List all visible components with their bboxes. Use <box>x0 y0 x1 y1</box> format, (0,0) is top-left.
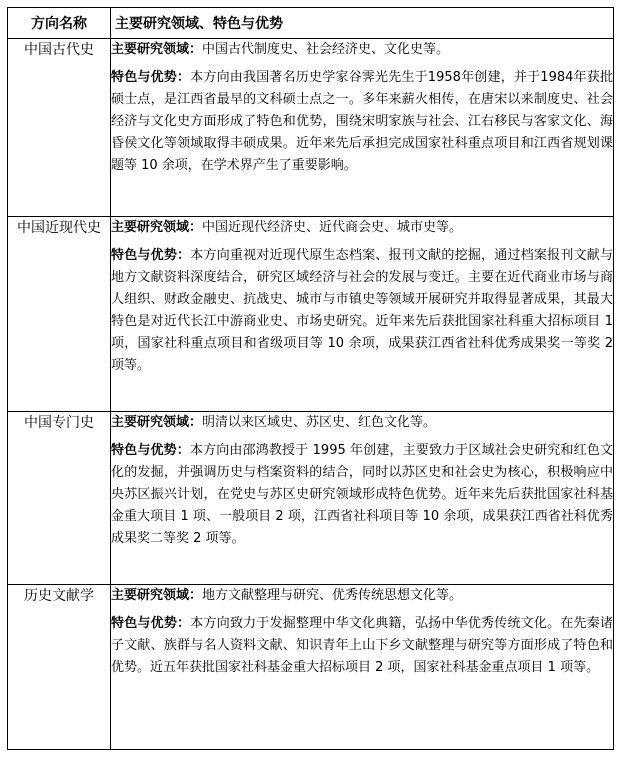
feature-text: 本方向重视对近现代原生态档案、报刊文献的挖掘，通过档案报刊文献与地方文献资料深度结合，研究区域经济与社会的发展与变迁。主要在近代商业市场与商人组织、财政金融史、抗战史、城市与市镇史等领域开展研究并取得显著成果，其最大特色是对近代长江中游商业史、市场史研究。近年来先后获批国家社科重大招标项目 1 项，国家社科重点项目和省级项目等 10 余项，成果获江西省社科优秀成果奖一等奖 2 项等。 <box>111 248 613 373</box>
area-label: 主要研究领域： <box>111 220 203 235</box>
direction-description <box>111 412 614 585</box>
direction-name: 中国近现代史 <box>8 217 111 412</box>
area-text: 中国古代制度史、社会经济史、文化史等。 <box>202 42 450 57</box>
direction-description <box>111 217 614 412</box>
area-line <box>111 39 613 61</box>
area-line <box>111 217 613 239</box>
research-directions-table <box>7 7 614 750</box>
header-direction-name: 方向名称 <box>8 8 111 39</box>
area-text: 明清以来区域史、苏区史、红色文化等。 <box>202 415 437 430</box>
feature-label: 特色与优势： <box>111 616 191 631</box>
direction-name: 历史文献学 <box>8 585 111 750</box>
feature-text: 本方向由我国著名历史学家谷霁光先生于1958年创建，并于1984年获批硕士点，是江西省最早的文科硕士点之一。多年来薪火相传，在唐宋以来制度史、社会经济与文化史方面形成了特色和优势，围绕宋明家族与社会、江右移民与客家文化、海昏侯文化等领域取得丰硕成果。近年来先后承担完成国家社科重点项目和江西省规划课题等 10 余项，在学术界产生了重要影响。 <box>111 70 613 173</box>
table-row <box>8 39 614 217</box>
area-line <box>111 585 613 607</box>
direction-name: 中国古代史 <box>8 39 111 217</box>
direction-description <box>111 585 614 750</box>
feature-line <box>111 245 613 377</box>
area-text: 中国近现代经济史、近代商会史、城市史等。 <box>202 220 463 235</box>
feature-text: 本方向致力于发掘整理中华文化典籍，弘扬中华优秀传统文化。在先秦诸子文献、族群与名人资料文献、知识青年上山下乡文献整理与研究等方面形成了特色和优势。近五年获批国家社科基金重大招标项目 2 项，国家社科基金重点项目 1 项等。 <box>111 616 613 675</box>
feature-line <box>111 613 613 679</box>
feature-label: 特色与优势： <box>111 70 191 85</box>
area-line <box>111 412 613 434</box>
table-row <box>8 217 614 412</box>
feature-label: 特色与优势： <box>111 443 190 458</box>
direction-description <box>111 39 614 217</box>
area-label: 主要研究领域： <box>111 42 203 57</box>
area-label: 主要研究领域： <box>111 415 203 430</box>
area-label: 主要研究领域： <box>111 588 203 603</box>
area-text: 地方文献整理与研究、优秀传统思想文化等。 <box>202 588 463 603</box>
table-header-row <box>8 8 614 39</box>
direction-name: 中国专门史 <box>8 412 111 585</box>
feature-line <box>111 67 613 177</box>
feature-text: 本方向由邵鸿教授于 1995 年创建，主要致力于区域社会史研究和红色文化的发掘，并强调历史与档案资料的结合，同时以苏区史和社会史为核心，积极响应中央苏区振兴计划，在党史与苏区史研究领域形成特色优势。近年来先后获批国家社科基金重大项目 1 项、一般项目 2 项，江西省社科项目等 10 余项，成果获江西省社科优秀成果奖二等奖 2 项等。 <box>111 443 613 546</box>
feature-line <box>111 440 613 550</box>
table-row <box>8 412 614 585</box>
table-row <box>8 585 614 750</box>
header-research-areas: 主要研究领域、特色与优势 <box>111 8 614 39</box>
feature-label: 特色与优势： <box>111 248 191 263</box>
